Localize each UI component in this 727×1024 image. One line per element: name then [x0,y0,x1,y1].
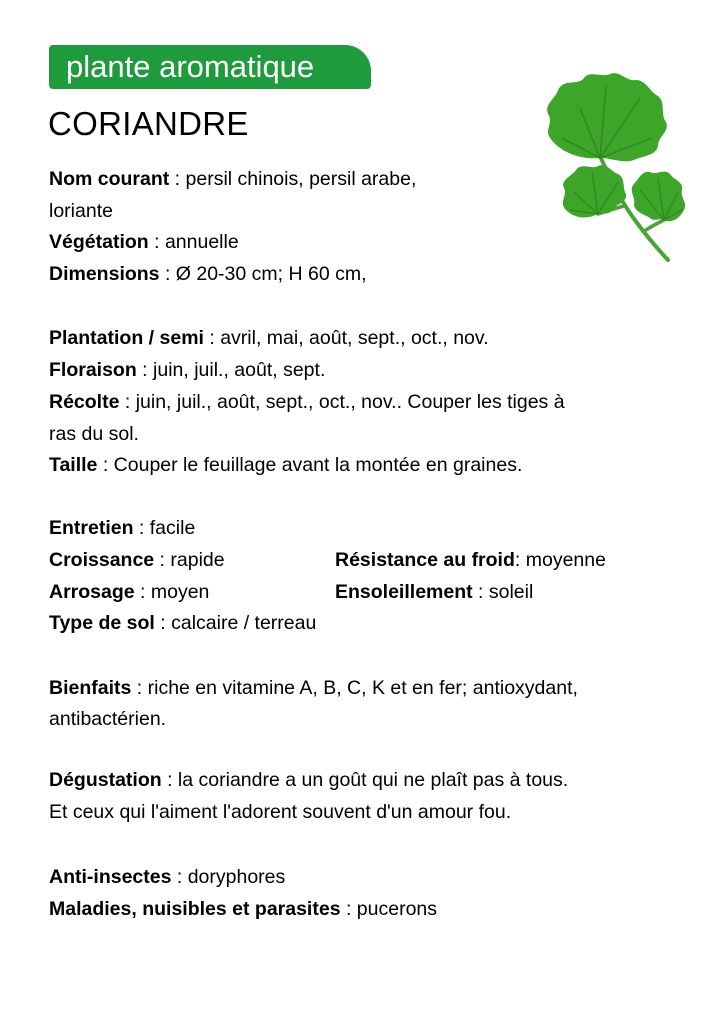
dimensions-value: : Ø 20-30 cm; H 60 cm, [159,263,367,285]
arrosage-line [49,579,209,605]
recolte-value: : juin, juil., août, sept., oct., nov.. Couper les tiges à [119,391,565,413]
ensoleillement-label: Ensoleillement [335,581,473,603]
degustation-line [49,767,568,793]
croissance-line [49,547,225,573]
bienfaits-label: Bienfaits [49,677,132,699]
arrosage-label: Arrosage [49,581,135,603]
taille-value: : Couper le feuillage avant la montée en graines. [97,454,523,476]
category-badge [49,45,371,89]
floraison-line [49,357,325,383]
recolte-label: Récolte [49,391,120,413]
entretien-line [49,515,195,541]
resistance-value: : moyenne [514,549,606,571]
recolte-line-2 [49,421,139,447]
type-sol-line [49,610,316,636]
coriander-leaf-icon [540,68,690,268]
anti-insectes-value: : doryphores [171,866,286,888]
type-sol-label: Type de sol [49,612,155,634]
resistance-line [335,547,606,573]
ensoleillement-value: : soleil [472,581,534,603]
bienfaits-line-2 [49,706,166,732]
recolte-value-2: ras du sol. [49,423,139,445]
degustation-label: Dégustation [49,769,162,791]
degustation-line-2 [49,799,511,825]
taille-line [49,452,522,478]
plantation-label: Plantation / semi [49,327,204,349]
page-title: CORIANDRE [48,105,249,142]
plantation-line [49,325,489,351]
croissance-label: Croissance [49,549,155,571]
vegetation-label: Végétation [49,231,149,253]
floraison-value: : juin, juil., août, sept. [136,359,326,381]
entretien-label: Entretien [49,517,134,539]
resistance-label: Résistance au froid [335,549,515,571]
bienfaits-line [49,675,578,701]
dimensions-label: Dimensions [49,263,160,285]
floraison-label: Floraison [49,359,137,381]
vegetation-value: : annuelle [148,231,239,253]
anti-insectes-line [49,864,285,890]
bienfaits-value-2: antibactérien. [49,708,167,730]
nom-courant-line [49,166,416,192]
nom-courant-line-2 [49,198,113,224]
degustation-value-2: Et ceux qui l'aiment l'adorent souvent d'un amour fou. [49,801,512,823]
arrosage-value: : moyen [134,581,210,603]
bienfaits-value: : riche en vitamine A, B, C, K et en fer; antioxydant, [131,677,578,699]
plantation-value: : avril, mai, août, sept., oct., nov. [203,327,489,349]
degustation-value: : la coriandre a un goût qui ne plaît pas à tous. [161,769,569,791]
maladies-value: : pucerons [340,898,438,920]
anti-insectes-label: Anti-insectes [49,866,172,888]
category-label: plante aromatique [66,49,315,84]
ensoleillement-line [335,579,533,605]
nom-courant-label: Nom courant [49,168,170,190]
recolte-line [49,389,565,415]
dimensions-line [49,261,367,287]
nom-courant-value: : persil chinois, persil arabe, [169,168,417,190]
maladies-line [49,896,437,922]
type-sol-value: : calcaire / terreau [154,612,317,634]
maladies-label: Maladies, nuisibles et parasites [49,898,341,920]
vegetation-line [49,229,239,255]
croissance-value: : rapide [154,549,225,571]
nom-courant-value-2: loriante [49,200,113,222]
entretien-value: : facile [133,517,196,539]
taille-label: Taille [49,454,98,476]
